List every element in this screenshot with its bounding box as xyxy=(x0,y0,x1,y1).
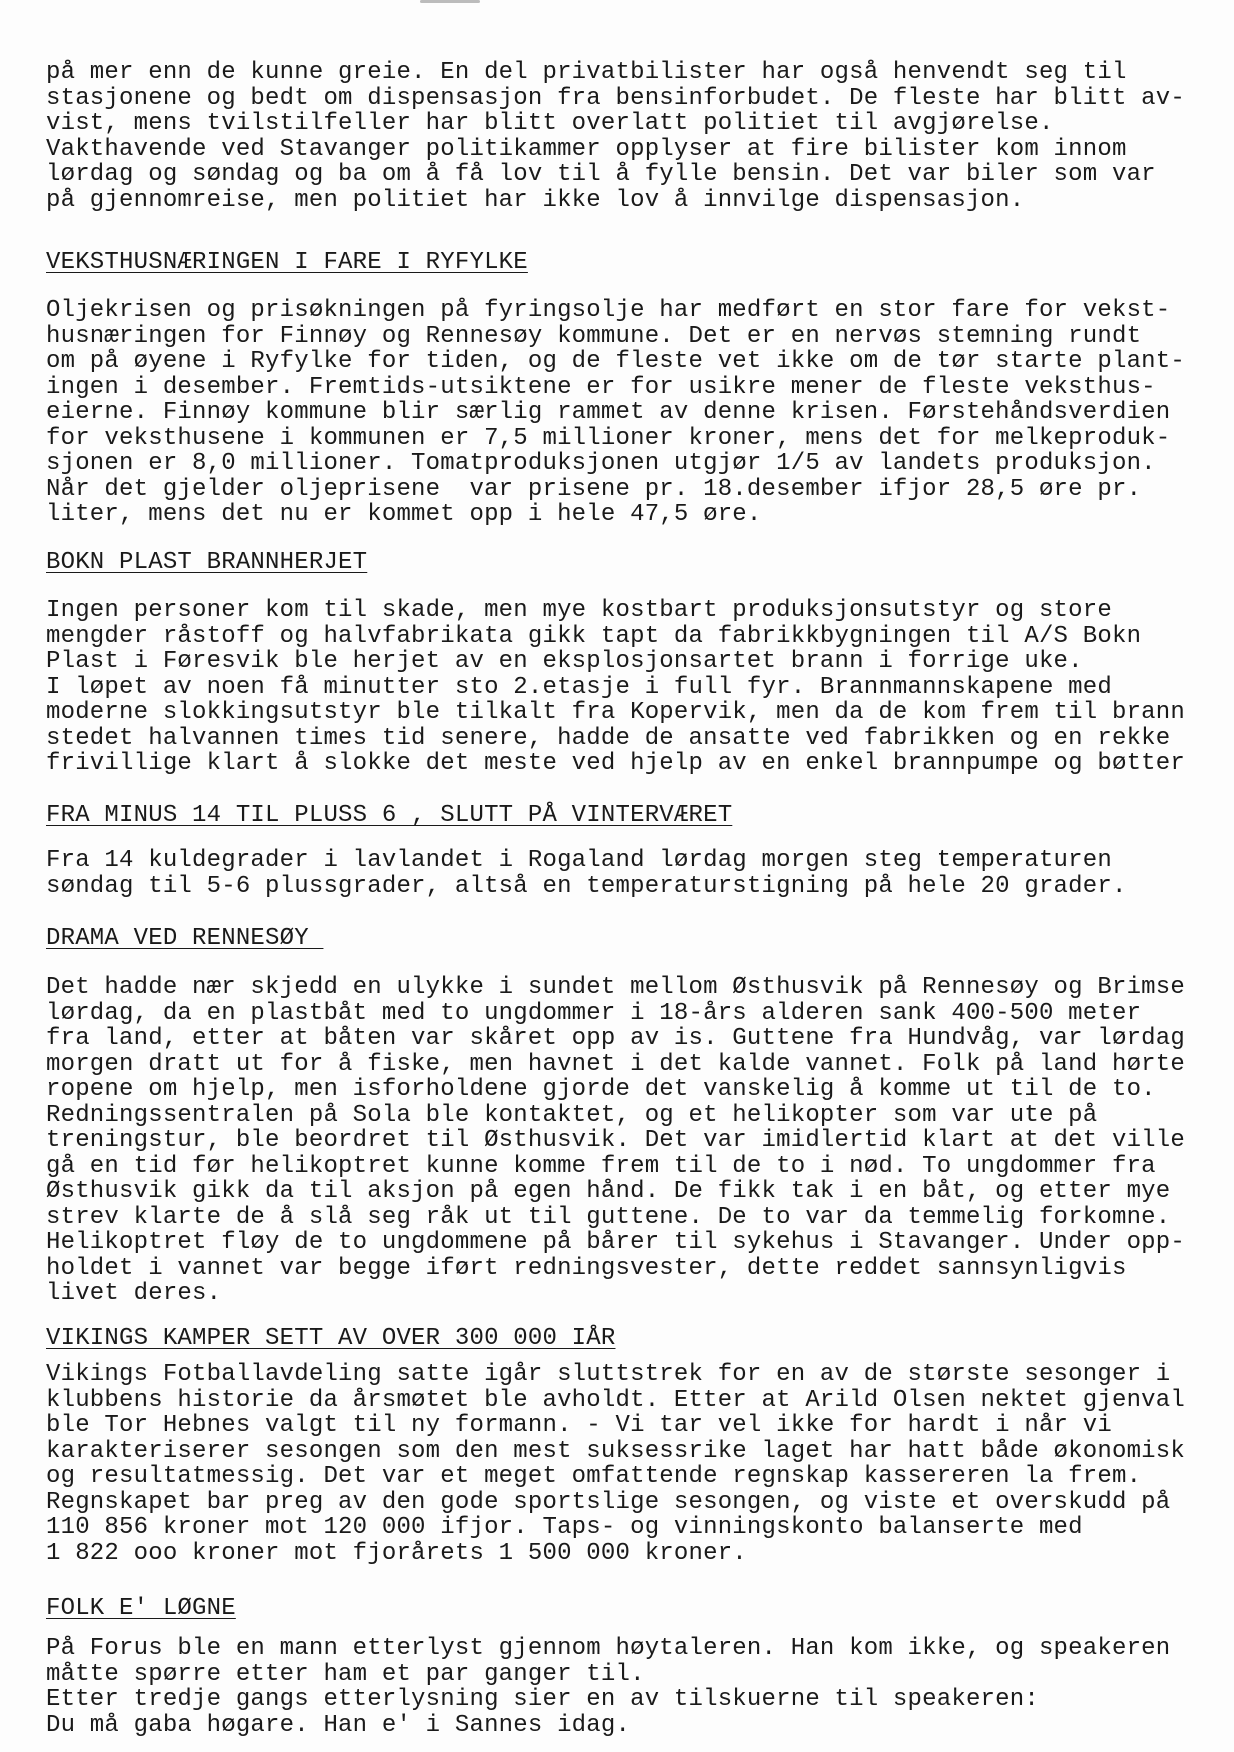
section-bokn-body xyxy=(46,598,1226,777)
text-line: gå en tid før helikoptret kunne komme frem til de to i nød. To ungdommer fra xyxy=(46,1152,1156,1180)
text-line: ble Tor Hebnes valgt til ny formann. - Vi tar vel ikke for hardt i når vi xyxy=(46,1412,1112,1439)
text-line: Regnskapet bar preg av den gode sportslige sesongen, og viste et overskudd på xyxy=(46,1488,1171,1516)
section-drama-body xyxy=(46,975,1226,1307)
text-line: Vakthavende ved Stavanger politikammer opplyser at fire bilister kom innom xyxy=(46,135,1127,163)
section-veksthus-body xyxy=(46,298,1226,528)
text-line: fra land, etter at båten var skåret opp av is. Guttene fra Hundvåg, var lørdag xyxy=(46,1025,1185,1052)
text-line: stasjonene og bedt om dispensasjon fra bensinforbudet. De fleste har blitt av- xyxy=(46,84,1185,112)
text-line: ropene om hjelp, men isforholdene gjorde det vanskelig å komme ut til de to. xyxy=(46,1076,1156,1103)
text-line: 110 856 kroner mot 120 000 ifjor. Taps- og vinningskonto balanserte med xyxy=(46,1514,1083,1541)
text-line: søndag til 5-6 plussgrader, altså en temperaturstigning på hele 20 grader. xyxy=(46,872,1127,900)
section-folk-body xyxy=(46,1636,1226,1738)
text-line: måtte spørre etter ham et par ganger til. xyxy=(46,1660,645,1688)
text-line: Helikoptret fløy de to ungdommene på bårer til sykehus i Stavanger. Under opp- xyxy=(46,1229,1185,1256)
text-line: lørdag og søndag og ba om å få lov til å fylle bensin. Det var biler som var xyxy=(46,161,1156,188)
text-line: karakteriserer sesongen som den mest suksessrike laget har hatt både økonomisk xyxy=(46,1437,1185,1465)
text-line: eierne. Finnøy kommune blir særlig rammet av denne krisen. Førstehåndsverdien xyxy=(46,399,1171,426)
text-line: holdet i vannet var begge iført redningsvester, dette reddet sannsynligvis xyxy=(46,1254,1127,1282)
text-line: Oljekrisen og prisøkningen på fyringsolje har medført en stor fare for vekst- xyxy=(46,297,1171,324)
text-line: ingen i desember. Fremtids-utsiktene er for usikre mener de fleste veksthus- xyxy=(46,373,1156,401)
text-line: Plast i Føresvik ble herjet av en eksplosjonsartet brann i forrige uke. xyxy=(46,648,1083,675)
text-line: På Forus ble en mann etterlyst gjennom høytaleren. Han kom ikke, og speakeren xyxy=(46,1635,1171,1662)
section-heading: DRAMA VED RENNESØY xyxy=(46,925,324,952)
section-heading: FRA MINUS 14 TIL PLUSS 6 , SLUTT PÅ VINTERVÆRET xyxy=(46,802,733,829)
section-drama xyxy=(46,926,1226,952)
text-line: vist, mens tvilstilfeller har blitt overlatt politiet til avgjørelse. xyxy=(46,110,1054,137)
text-line: I løpet av noen få minutter sto 2.etasje i full fyr. Brannmannskapene med xyxy=(46,673,1112,701)
text-line: for veksthusene i kommunen er 7,5 millioner kroner, mens det for melkeproduk- xyxy=(46,424,1171,452)
text-line: Du må gaba høgare. Han e' i Sannes idag. xyxy=(46,1711,631,1739)
scan-mark xyxy=(420,0,480,3)
text-line: på mer enn de kunne greie. En del privatbilister har også henvendt seg til xyxy=(46,59,1127,86)
section-viking-body xyxy=(46,1362,1226,1566)
text-line: strev klarte de å slå seg råk ut til guttene. De to var da temmelig forkomne. xyxy=(46,1203,1171,1231)
section-viking xyxy=(46,1326,1226,1352)
section-folk xyxy=(46,1596,1226,1622)
section-heading: VEKSTHUSNÆRINGEN I FARE I RYFYLKE xyxy=(46,249,528,276)
text-line: Når det gjelder oljeprisene var prisene pr. 18.desember ifjor 28,5 øre pr. xyxy=(46,475,1142,503)
text-line: Ingen personer kom til skade, men mye kostbart produksjonsutstyr og store xyxy=(46,597,1112,624)
text-line: sjonen er 8,0 millioner. Tomatproduksjonen utgjør 1/5 av landets produksjon. xyxy=(46,450,1156,477)
text-line: klubbens historie da årsmøtet ble avholdt. Etter at Arild Olsen nektet gjenval xyxy=(46,1386,1185,1414)
text-line: morgen dratt ut for å fiske, men havnet i det kalde vannet. Folk på land hørte xyxy=(46,1050,1185,1078)
section-temperatur xyxy=(46,803,1226,829)
text-line: mengder råstoff og halvfabrikata gikk tapt da fabrikkbygningen til A/S Bokn xyxy=(46,622,1142,650)
text-line: stedet halvannen times tid senere, hadde de ansatte ved fabrikken og en rekke xyxy=(46,724,1171,752)
text-line: moderne slokkingsutstyr ble tilkalt fra Kopervik, men da de kom frem til brann xyxy=(46,699,1185,726)
text-line: Etter tredje gangs etterlysning sier en av tilskuerne til speakeren: xyxy=(46,1686,1039,1713)
text-line: Vikings Fotballavdeling satte igår sluttstrek for en av de største sesonger i xyxy=(46,1361,1171,1388)
section-heading: FOLK E' LØGNE xyxy=(46,1595,236,1622)
text-line: frivillige klart å slokke det meste ved hjelp av en enkel brannpumpe og bøtter xyxy=(46,750,1185,777)
section-heading: BOKN PLAST BRANNHERJET xyxy=(46,549,368,576)
text-line: livet deres. xyxy=(46,1280,222,1307)
text-line: om på øyene i Ryfylke for tiden, og de fleste vet ikke om de tør starte plant- xyxy=(46,348,1185,375)
section-veksthus xyxy=(46,250,1226,276)
text-line: Fra 14 kuldegrader i lavlandet i Rogaland lørdag morgen steg temperaturen xyxy=(46,847,1112,874)
text-line: og resultatmessig. Det var et meget omfattende regnskap kassereren la frem. xyxy=(46,1463,1142,1490)
text-line: på gjennomreise, men politiet har ikke lov å innvilge dispensasjon. xyxy=(46,186,1025,214)
section-temperatur-body xyxy=(46,848,1226,899)
text-line: Det hadde nær skjedd en ulykke i sundet mellom Østhusvik på Rennesøy og Brimse xyxy=(46,974,1185,1001)
text-line: treningstur, ble beordret til Østhusvik. Det var imidlertid klart at det ville xyxy=(46,1127,1185,1154)
text-line: Redningssentralen på Sola ble kontaktet, og et helikopter som var ute på xyxy=(46,1101,1098,1129)
section-bokn xyxy=(46,550,1226,576)
text-line: liter, mens det nu er kommet opp i hele 47,5 øre. xyxy=(46,501,762,528)
text-line: 1 822 ooo kroner mot fjorårets 1 500 000 kroner. xyxy=(46,1539,747,1567)
intro-paragraph xyxy=(46,60,1226,213)
text-line: husnæringen for Finnøy og Rennesøy kommune. Det er en nervøs stemning rundt xyxy=(46,322,1142,350)
section-heading: VIKINGS KAMPER SETT AV OVER 300 000 IÅR xyxy=(46,1325,616,1352)
text-line: Østhusvik gikk da til aksjon på egen hånd. De fikk tak i en båt, og etter mye xyxy=(46,1178,1171,1205)
text-line: lørdag, da en plastbåt med to ungdommer i 18-års alderen sank 400-500 meter xyxy=(46,999,1142,1027)
